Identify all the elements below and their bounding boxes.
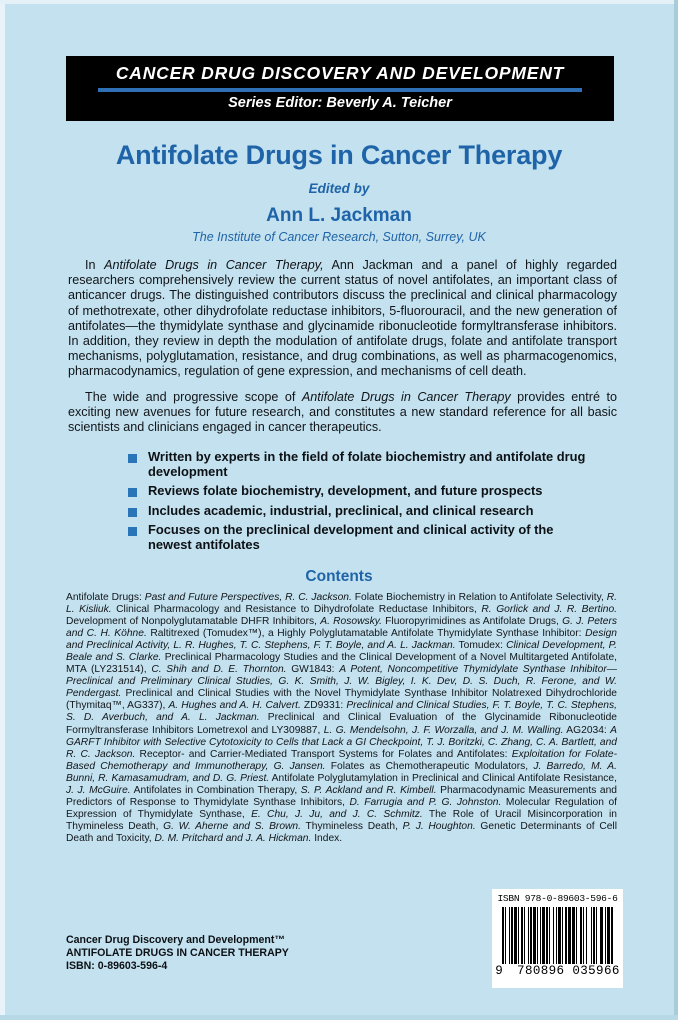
barcode-bar: [580, 907, 582, 964]
barcode-bar: [593, 907, 595, 964]
editor-affiliation: The Institute of Cancer Research, Sutton, Surrey, UK: [192, 230, 486, 244]
contents-segment: Exploitation for Folate-Based Chemotherapy and Immunotherapy, G. Jansen.: [66, 748, 617, 772]
contents-segment: L. G. Mendelsohn, J. F. Worzalla, and J. M. Walling.: [323, 724, 564, 736]
footer-block: [66, 934, 289, 972]
barcode-bar: [540, 907, 541, 964]
barcode-bar: [528, 907, 529, 964]
barcode-bar: [596, 907, 597, 964]
contents-segment: Receptor- and Carrier-Mediated Transport Systems for Folates and Antifolates:: [135, 748, 512, 760]
blurb-paragraph-1: [68, 258, 617, 380]
barcode-bar: [576, 907, 577, 964]
square-bullet-icon: [128, 527, 137, 536]
barcode-bar: [611, 907, 613, 964]
contents-segment: A. Rosowsky.: [320, 616, 382, 628]
contents-segment: Preclinical and Clinical Evaluation of the Glycinamide Ribonucleotide Formyltransferase Inhibitors Lometrexol and LY309887,: [66, 712, 617, 736]
contents-segment: Clinical Development, P. Beale and S. Clarke.: [66, 640, 617, 664]
contents-segment: Raltitrexed (Tomudex™), a Highly Polyglutamatable Antifolate Thymidylate Synthase Inhibitor:: [146, 628, 586, 640]
contents-segment: Molecular Regulation of Expression of Thymidylate Synthase,: [66, 796, 617, 820]
barcode-bar: [521, 907, 523, 964]
barcode-bar: [556, 907, 557, 964]
contents-segment: J. J. McGuire.: [66, 784, 131, 796]
blurb-p2-post: provides entré to exciting new avenues for future research, and constitutes a new standard reference for all basic scientists and clinicians engaged in cancer therapeutics.: [68, 389, 617, 435]
barcode-bar: [549, 907, 550, 964]
blurb-p2-italic-title: Antifolate Drugs in Cancer Therapy: [301, 389, 511, 404]
square-bullet-icon: [128, 508, 137, 517]
series-editor: Series Editor: Beverly A. Teicher: [228, 95, 452, 111]
list-item: [128, 523, 598, 552]
barcode-bar: [607, 907, 610, 964]
barcode: [492, 889, 623, 988]
footer-title-line: ANTIFOLATE DRUGS IN CANCER THERAPY: [66, 947, 289, 959]
contents-segment: Clinical Pharmacology and Resistance to Dihydrofolate Reductase Inhibitors,: [111, 604, 482, 616]
barcode-digit-prefix: 9: [495, 964, 504, 978]
contents-segment: Preclinical and Clinical Studies with the Novel Thymidylate Synthase Inhibitor Nolatrexed Dihydrochloride (Thymitaq™, AG337),: [66, 688, 617, 712]
list-item-label: Includes academic, industrial, preclinical, and clinical research: [148, 502, 534, 518]
contents-segment: Genetic Determinants of Cell Death and Toxicity,: [66, 820, 617, 844]
barcode-bars: [502, 907, 614, 964]
contents-segment: Pharmacodynamic Measurements and Predictors of Response to Thymidylate Synthase Inhibitors,: [66, 784, 618, 808]
contents-segment: Preclinical and Clinical Studies, F. T. Boyle, T. C. Stephens, S. D. Averbuch, and A. L. Jackman.: [66, 700, 617, 724]
contents-segment: R. L. Kisliuk.: [66, 592, 618, 616]
barcode-bar: [542, 907, 546, 964]
contents-segment: A. Hughes and A. H. Calvert.: [168, 700, 301, 712]
contents-segment: Antifolate Polyglutamylation in Preclinical and Clinical Antifolate Resistance,: [269, 772, 617, 784]
contents-segment: J. Barredo, M. A. Bunni, R. Kamasamudram, and D. G. Priest.: [66, 760, 617, 784]
barcode-bar: [565, 907, 567, 964]
contents-segment: Folate Biochemistry in Relation to Antifolate Selectivity,: [351, 592, 607, 603]
barcode-bar: [537, 907, 538, 964]
barcode-bar: [530, 907, 532, 964]
blurb-paragraph-2: [68, 390, 617, 436]
cover-edge-top: [0, 0, 678, 4]
blurb-p1-pre: In: [85, 258, 105, 272]
barcode-bar: [505, 907, 506, 964]
contents-segment: G. J. Peters and C. H. Köhne.: [66, 616, 617, 640]
edited-by-label: Edited by: [308, 181, 370, 196]
contents-segment: Index.: [311, 832, 343, 844]
contents-segment: A Potent, Noncompetitive Thymidylate Synthase Inhibitor—Preclinical and Preliminary Clinical Studies, G. K. Smith, J. W. Bigley, I. K. Dev, D. S. Duch, R. Ferone, and W. Pendergast.: [66, 664, 617, 700]
contents-segment: G. W. Aherne and S. Brown.: [163, 820, 301, 832]
contents-segment: Design and Preclinical Activity, L. R. Hughes, T. C. Stephens, F. T. Boyle, and A. L. Jackman.: [66, 628, 617, 652]
contents-segment: D. Farrugia and P. G. Johnston.: [349, 796, 502, 808]
barcode-digit-main: 780896 035966: [517, 964, 620, 978]
square-bullet-icon: [128, 454, 137, 463]
barcode-isbn-label: ISBN 978-0-89603-596-6: [497, 893, 618, 904]
contents-segment: Preclinical Pharmacology Studies and the Clinical Development of a Novel Multitargeted Antifolate, MTA (LY231514),: [66, 652, 617, 676]
contents-segment: S. P. Ackland and R. Kimbell.: [300, 784, 437, 796]
list-item: [128, 484, 598, 499]
list-item: [128, 504, 598, 519]
footer-isbn-line: ISBN: 0-89603-596-4: [66, 960, 168, 972]
contents-segment: Antifolates in Combination Therapy,: [130, 784, 301, 796]
contents-segment: Antifolate Drugs:: [66, 592, 145, 603]
series-band: [66, 56, 614, 121]
contents-segment: R. Gorlick and J. R. Bertino.: [481, 604, 617, 616]
editor-name: Ann L. Jackman: [266, 205, 412, 226]
series-title: CANCER DRUG DISCOVERY AND DEVELOPMENT: [115, 63, 565, 83]
contents-segment: Development of Nonpolyglutamatable DHFR Inhibitors,: [66, 616, 321, 628]
contents-segment: GW1843:: [286, 664, 340, 676]
series-divider-rule: [98, 88, 582, 92]
barcode-bar: [573, 907, 575, 964]
list-item-label: Focuses on the preclinical development and clinical activity of the newest antifolates: [148, 522, 554, 552]
barcode-bar: [558, 907, 561, 964]
contents-segment: E. Chu, J. Ju, and J. C. Schmitz.: [251, 808, 423, 820]
cover-edge-bottom: [0, 1015, 678, 1020]
barcode-bar: [583, 907, 584, 964]
contents-text: [66, 592, 617, 845]
footer-series-line: Cancer Drug Discovery and Development™: [66, 934, 286, 946]
barcode-bar: [562, 907, 563, 964]
blurb-p1-post: Ann Jackman and a panel of highly regarded researchers comprehensively review the current status of novel antifolates, an important class of anticancer drugs. The distinguished contributors discuss the preclinical and clinical pharmacology of methotrexate, other dihydrofolate reductase inhibitors, 5-fluorouracil, and the new generation of antifolates—the thymidylate synthase and glycinamide ribonucleotide formyltransferase inhibitors. In addition, they review in depth the modulation of antifolate drugs, folate and antifolate transport mechanisms, polyglutamation, resistance, and drug combinations, as well as pharmacogenomics, pharmacodynamics, regulation of gene expression, and mechanisms of cell death.: [68, 258, 617, 379]
contents-segment: Thymineless Death,: [300, 820, 403, 832]
contents-segment: A GARFT Inhibitor with Selective Cytotoxicity to Cells that Lack a GI Checkpoint, T. J. Boritzki, C. Zhang, C. A. Bartlett, and R. C. Jackson.: [66, 724, 617, 760]
list-item-label: Written by experts in the field of folate biochemistry and antifolate drug development: [148, 449, 586, 479]
barcode-bar: [524, 907, 525, 964]
contents-segment: ZD9331:: [300, 700, 347, 712]
barcode-bar: [502, 907, 504, 964]
blurb-p1-italic-title: Antifolate Drugs in Cancer Therapy,: [104, 258, 324, 272]
barcode-bar: [511, 907, 513, 964]
contents-segment: Fluoropyrimidines as Antifolate Drugs,: [381, 616, 563, 628]
blurb-text: [68, 258, 617, 445]
barcode-bar: [601, 907, 603, 964]
barcode-bar: [568, 907, 571, 964]
barcode-bar: [572, 907, 573, 964]
contents-segment: Folates as Chemotherapeutic Modulators,: [325, 760, 534, 772]
barcode-bar: [600, 907, 601, 964]
contents-segment: Past and Future Perspectives, R. C. Jackson.: [144, 592, 352, 603]
page-title: Antifolate Drugs in Cancer Therapy: [115, 140, 563, 170]
barcode-bar: [546, 907, 548, 964]
contents-segment: P. J. Houghton.: [402, 820, 476, 832]
list-item: [128, 450, 598, 479]
feature-bullet-list: [128, 450, 598, 558]
barcode-bar: [514, 907, 518, 964]
contents-segment: AG2034:: [563, 724, 611, 736]
barcode-bar: [518, 907, 519, 964]
barcode-bar: [591, 907, 592, 964]
contents-segment: Tomudex:: [455, 640, 507, 652]
barcode-bar: [533, 907, 536, 964]
contents-segment: C. Shih and D. E. Thornton.: [151, 664, 287, 676]
square-bullet-icon: [128, 488, 137, 497]
contents-segment: D. M. Pritchard and J. A. Hickman.: [154, 832, 312, 844]
barcode-bar: [605, 907, 606, 964]
barcode-digits: [493, 964, 622, 978]
barcode-bar: [553, 907, 554, 964]
contents-heading: Contents: [305, 568, 373, 585]
list-item-label: Reviews folate biochemistry, development, and future prospects: [148, 483, 543, 499]
contents-segment: The Role of Uracil Misincorporation in Thymineless Death,: [66, 808, 617, 832]
blurb-p2-pre: The wide and progressive scope of: [85, 389, 302, 404]
barcode-bar: [586, 907, 587, 964]
barcode-bar: [509, 907, 510, 964]
